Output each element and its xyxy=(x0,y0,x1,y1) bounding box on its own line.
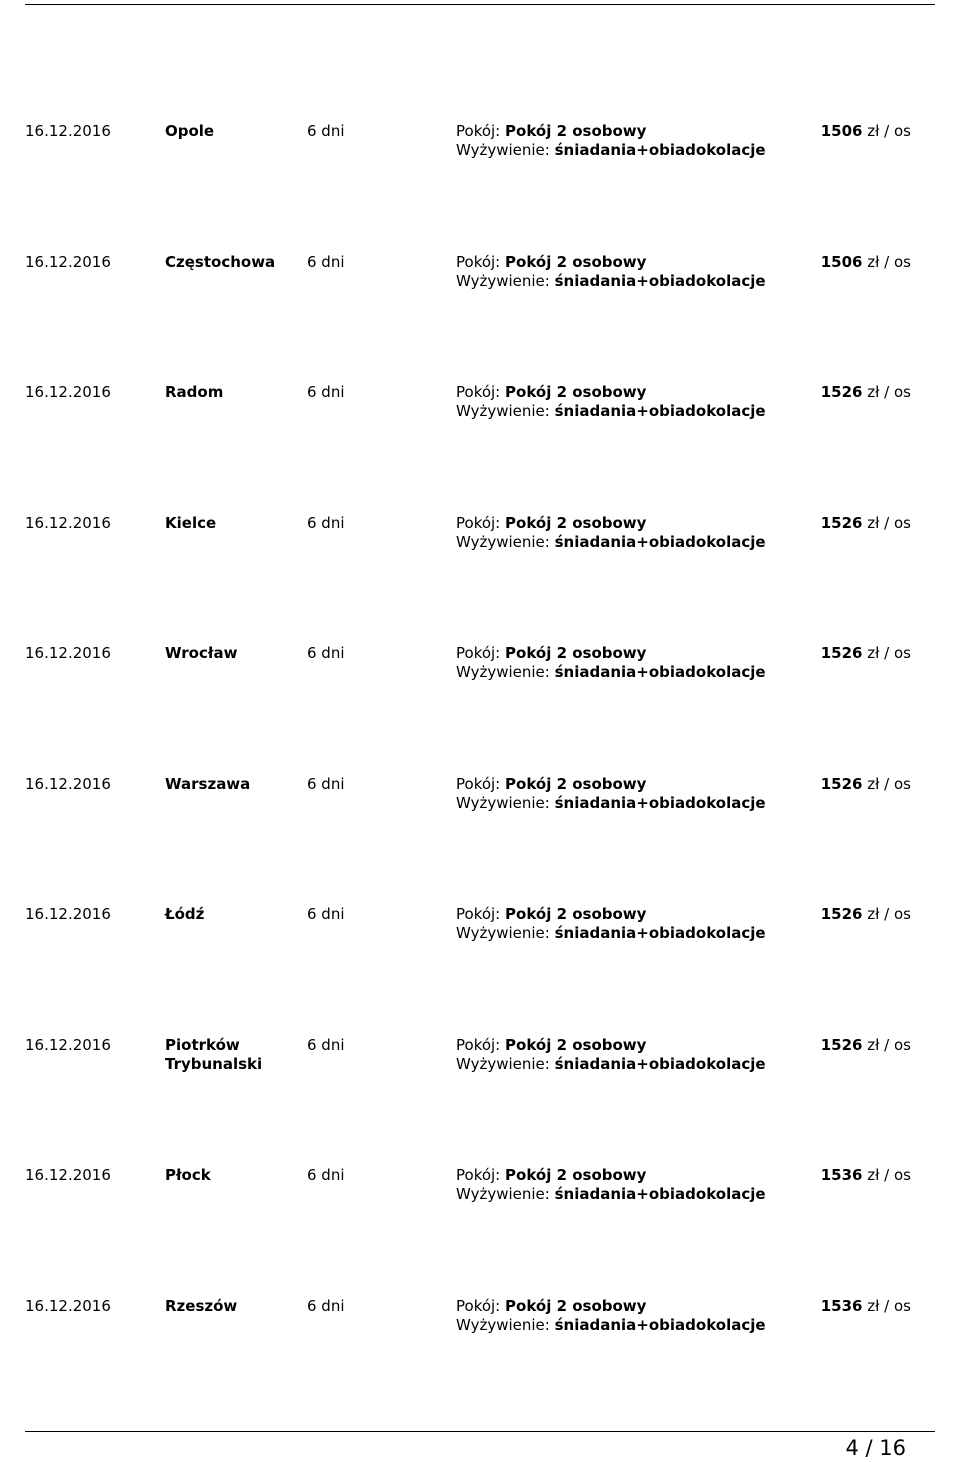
price xyxy=(821,514,911,533)
meal-line xyxy=(456,663,766,682)
price-unit: zł / os xyxy=(867,1035,911,1054)
price-unit: zł / os xyxy=(867,1166,911,1184)
city-link[interactable]: Wrocław xyxy=(165,644,238,662)
accommodation-options xyxy=(456,122,766,160)
room-type: Pokój 2 osobowy xyxy=(505,1296,647,1315)
top-rule xyxy=(25,4,935,5)
city-link[interactable]: Kielce xyxy=(165,513,217,532)
price xyxy=(821,1036,911,1055)
room-line xyxy=(456,905,766,924)
meal-label: Wyżywienie: xyxy=(456,1054,550,1073)
room-line xyxy=(456,775,766,794)
meal-line xyxy=(456,1185,766,1204)
trip-duration: 6 dni xyxy=(307,513,345,532)
price xyxy=(821,253,911,272)
price-unit: zł / os xyxy=(867,383,911,401)
price-amount: 1526 xyxy=(820,644,863,662)
price-amount: 1526 xyxy=(820,774,863,793)
price-amount: 1526 xyxy=(820,905,863,923)
accommodation-options xyxy=(456,1297,766,1335)
offer-row xyxy=(0,1166,960,1297)
room-line xyxy=(456,253,766,272)
offer-row xyxy=(0,1036,960,1167)
offer-row xyxy=(0,122,960,253)
offer-row xyxy=(0,383,960,514)
accommodation-options xyxy=(456,514,766,552)
meal-label: Wyżywienie: xyxy=(456,271,550,290)
price-unit: zł / os xyxy=(867,905,911,923)
price xyxy=(821,1297,911,1316)
offer-row xyxy=(0,775,960,906)
departure-date: 16.12.2016 xyxy=(25,513,111,532)
room-label: Pokój: xyxy=(456,1166,501,1184)
room-type: Pokój 2 osobowy xyxy=(505,1035,647,1054)
price-amount: 1506 xyxy=(820,122,863,140)
price-unit: zł / os xyxy=(867,644,911,662)
price-unit: zł / os xyxy=(867,1296,911,1315)
room-type: Pokój 2 osobowy xyxy=(505,383,647,401)
room-line xyxy=(456,1166,766,1185)
room-label: Pokój: xyxy=(456,383,501,401)
room-line xyxy=(456,383,766,402)
accommodation-options xyxy=(456,383,766,421)
departure-date: 16.12.2016 xyxy=(25,1035,111,1054)
trip-duration: 6 dni xyxy=(307,644,345,662)
page-number: 4 / 16 xyxy=(845,1436,906,1460)
meal-plan: śniadania+obiadokolacje xyxy=(554,1054,766,1073)
departure-date: 16.12.2016 xyxy=(25,905,111,923)
room-label: Pokój: xyxy=(456,774,501,793)
offer-row xyxy=(0,514,960,645)
meal-line xyxy=(456,794,766,813)
meal-plan: śniadania+obiadokolacje xyxy=(554,402,766,420)
departure-date: 16.12.2016 xyxy=(25,383,111,401)
meal-label: Wyżywienie: xyxy=(456,1315,550,1334)
room-label: Pokój: xyxy=(456,252,501,271)
price xyxy=(821,383,911,402)
meal-line xyxy=(456,924,766,943)
price-unit: zł / os xyxy=(867,774,911,793)
room-label: Pokój: xyxy=(456,644,501,662)
meal-line xyxy=(456,141,766,160)
meal-plan: śniadania+obiadokolacje xyxy=(554,793,766,812)
offer-row xyxy=(0,905,960,1036)
price xyxy=(821,775,911,794)
meal-label: Wyżywienie: xyxy=(456,663,550,681)
meal-label: Wyżywienie: xyxy=(456,924,550,942)
price-amount: 1526 xyxy=(820,383,863,401)
meal-plan: śniadania+obiadokolacje xyxy=(554,141,766,159)
room-line xyxy=(456,1297,766,1316)
price-amount: 1536 xyxy=(820,1166,863,1184)
price-unit: zł / os xyxy=(867,513,911,532)
room-type: Pokój 2 osobowy xyxy=(505,252,647,271)
meal-line xyxy=(456,1316,766,1335)
meal-label: Wyżywienie: xyxy=(456,402,550,420)
trip-duration: 6 dni xyxy=(307,905,345,923)
city-link[interactable]: Łódź xyxy=(165,905,205,923)
meal-label: Wyżywienie: xyxy=(456,141,550,159)
trip-duration: 6 dni xyxy=(307,774,345,793)
price-unit: zł / os xyxy=(867,252,911,271)
meal-plan: śniadania+obiadokolacje xyxy=(554,663,766,681)
city-link[interactable]: Warszawa xyxy=(165,774,251,793)
room-label: Pokój: xyxy=(456,513,501,532)
trip-duration: 6 dni xyxy=(307,1296,345,1315)
trip-duration: 6 dni xyxy=(307,252,345,271)
price xyxy=(821,122,911,141)
meal-plan: śniadania+obiadokolacje xyxy=(554,532,766,551)
footer-rule xyxy=(25,1431,935,1432)
price-unit: zł / os xyxy=(867,122,911,140)
meal-plan: śniadania+obiadokolacje xyxy=(554,924,766,942)
price xyxy=(821,644,911,663)
accommodation-options xyxy=(456,1166,766,1204)
offer-row xyxy=(0,253,960,384)
accommodation-options xyxy=(456,905,766,943)
departure-date: 16.12.2016 xyxy=(25,122,111,140)
room-line xyxy=(456,644,766,663)
meal-label: Wyżywienie: xyxy=(456,1185,550,1203)
meal-line xyxy=(456,1055,766,1074)
meal-line xyxy=(456,402,766,421)
room-label: Pokój: xyxy=(456,905,501,923)
price xyxy=(821,905,911,924)
city-link[interactable]: Piotrków Trybunalski xyxy=(165,1035,263,1073)
accommodation-options xyxy=(456,1036,766,1074)
room-label: Pokój: xyxy=(456,122,501,140)
accommodation-options xyxy=(456,644,766,682)
room-type: Pokój 2 osobowy xyxy=(505,122,647,140)
room-type: Pokój 2 osobowy xyxy=(505,774,647,793)
trip-duration: 6 dni xyxy=(307,122,345,140)
meal-plan: śniadania+obiadokolacje xyxy=(554,271,766,290)
trip-duration: 6 dni xyxy=(307,1166,345,1184)
trip-duration: 6 dni xyxy=(307,383,345,401)
city-link[interactable]: Płock xyxy=(165,1166,211,1184)
room-type: Pokój 2 osobowy xyxy=(505,905,647,923)
price-amount: 1536 xyxy=(820,1296,863,1315)
departure-date: 16.12.2016 xyxy=(25,774,111,793)
price-amount: 1506 xyxy=(820,252,863,271)
room-label: Pokój: xyxy=(456,1035,501,1054)
departure-date: 16.12.2016 xyxy=(25,1166,111,1184)
room-line xyxy=(456,122,766,141)
room-type: Pokój 2 osobowy xyxy=(505,644,647,662)
room-label: Pokój: xyxy=(456,1296,501,1315)
meal-label: Wyżywienie: xyxy=(456,793,550,812)
accommodation-options xyxy=(456,775,766,813)
departure-date: 16.12.2016 xyxy=(25,644,111,662)
offer-row xyxy=(0,1297,960,1428)
room-line xyxy=(456,1036,766,1055)
departure-date: 16.12.2016 xyxy=(25,252,111,271)
room-type: Pokój 2 osobowy xyxy=(505,513,647,532)
room-type: Pokój 2 osobowy xyxy=(505,1166,647,1184)
offer-row xyxy=(0,644,960,775)
room-line xyxy=(456,514,766,533)
meal-line xyxy=(456,272,766,291)
city-link[interactable]: Częstochowa xyxy=(165,252,276,271)
offer-list xyxy=(0,122,960,1427)
departure-date: 16.12.2016 xyxy=(25,1296,111,1315)
meal-plan: śniadania+obiadokolacje xyxy=(554,1315,766,1334)
trip-duration: 6 dni xyxy=(307,1035,345,1054)
meal-label: Wyżywienie: xyxy=(456,532,550,551)
price-amount: 1526 xyxy=(820,513,863,532)
city-link[interactable]: Opole xyxy=(165,122,215,140)
price-amount: 1526 xyxy=(820,1035,863,1054)
city-link[interactable]: Rzeszów xyxy=(165,1296,238,1315)
meal-plan: śniadania+obiadokolacje xyxy=(554,1185,766,1203)
meal-line xyxy=(456,533,766,552)
price xyxy=(821,1166,911,1185)
city-link[interactable]: Radom xyxy=(165,383,224,401)
accommodation-options xyxy=(456,253,766,291)
